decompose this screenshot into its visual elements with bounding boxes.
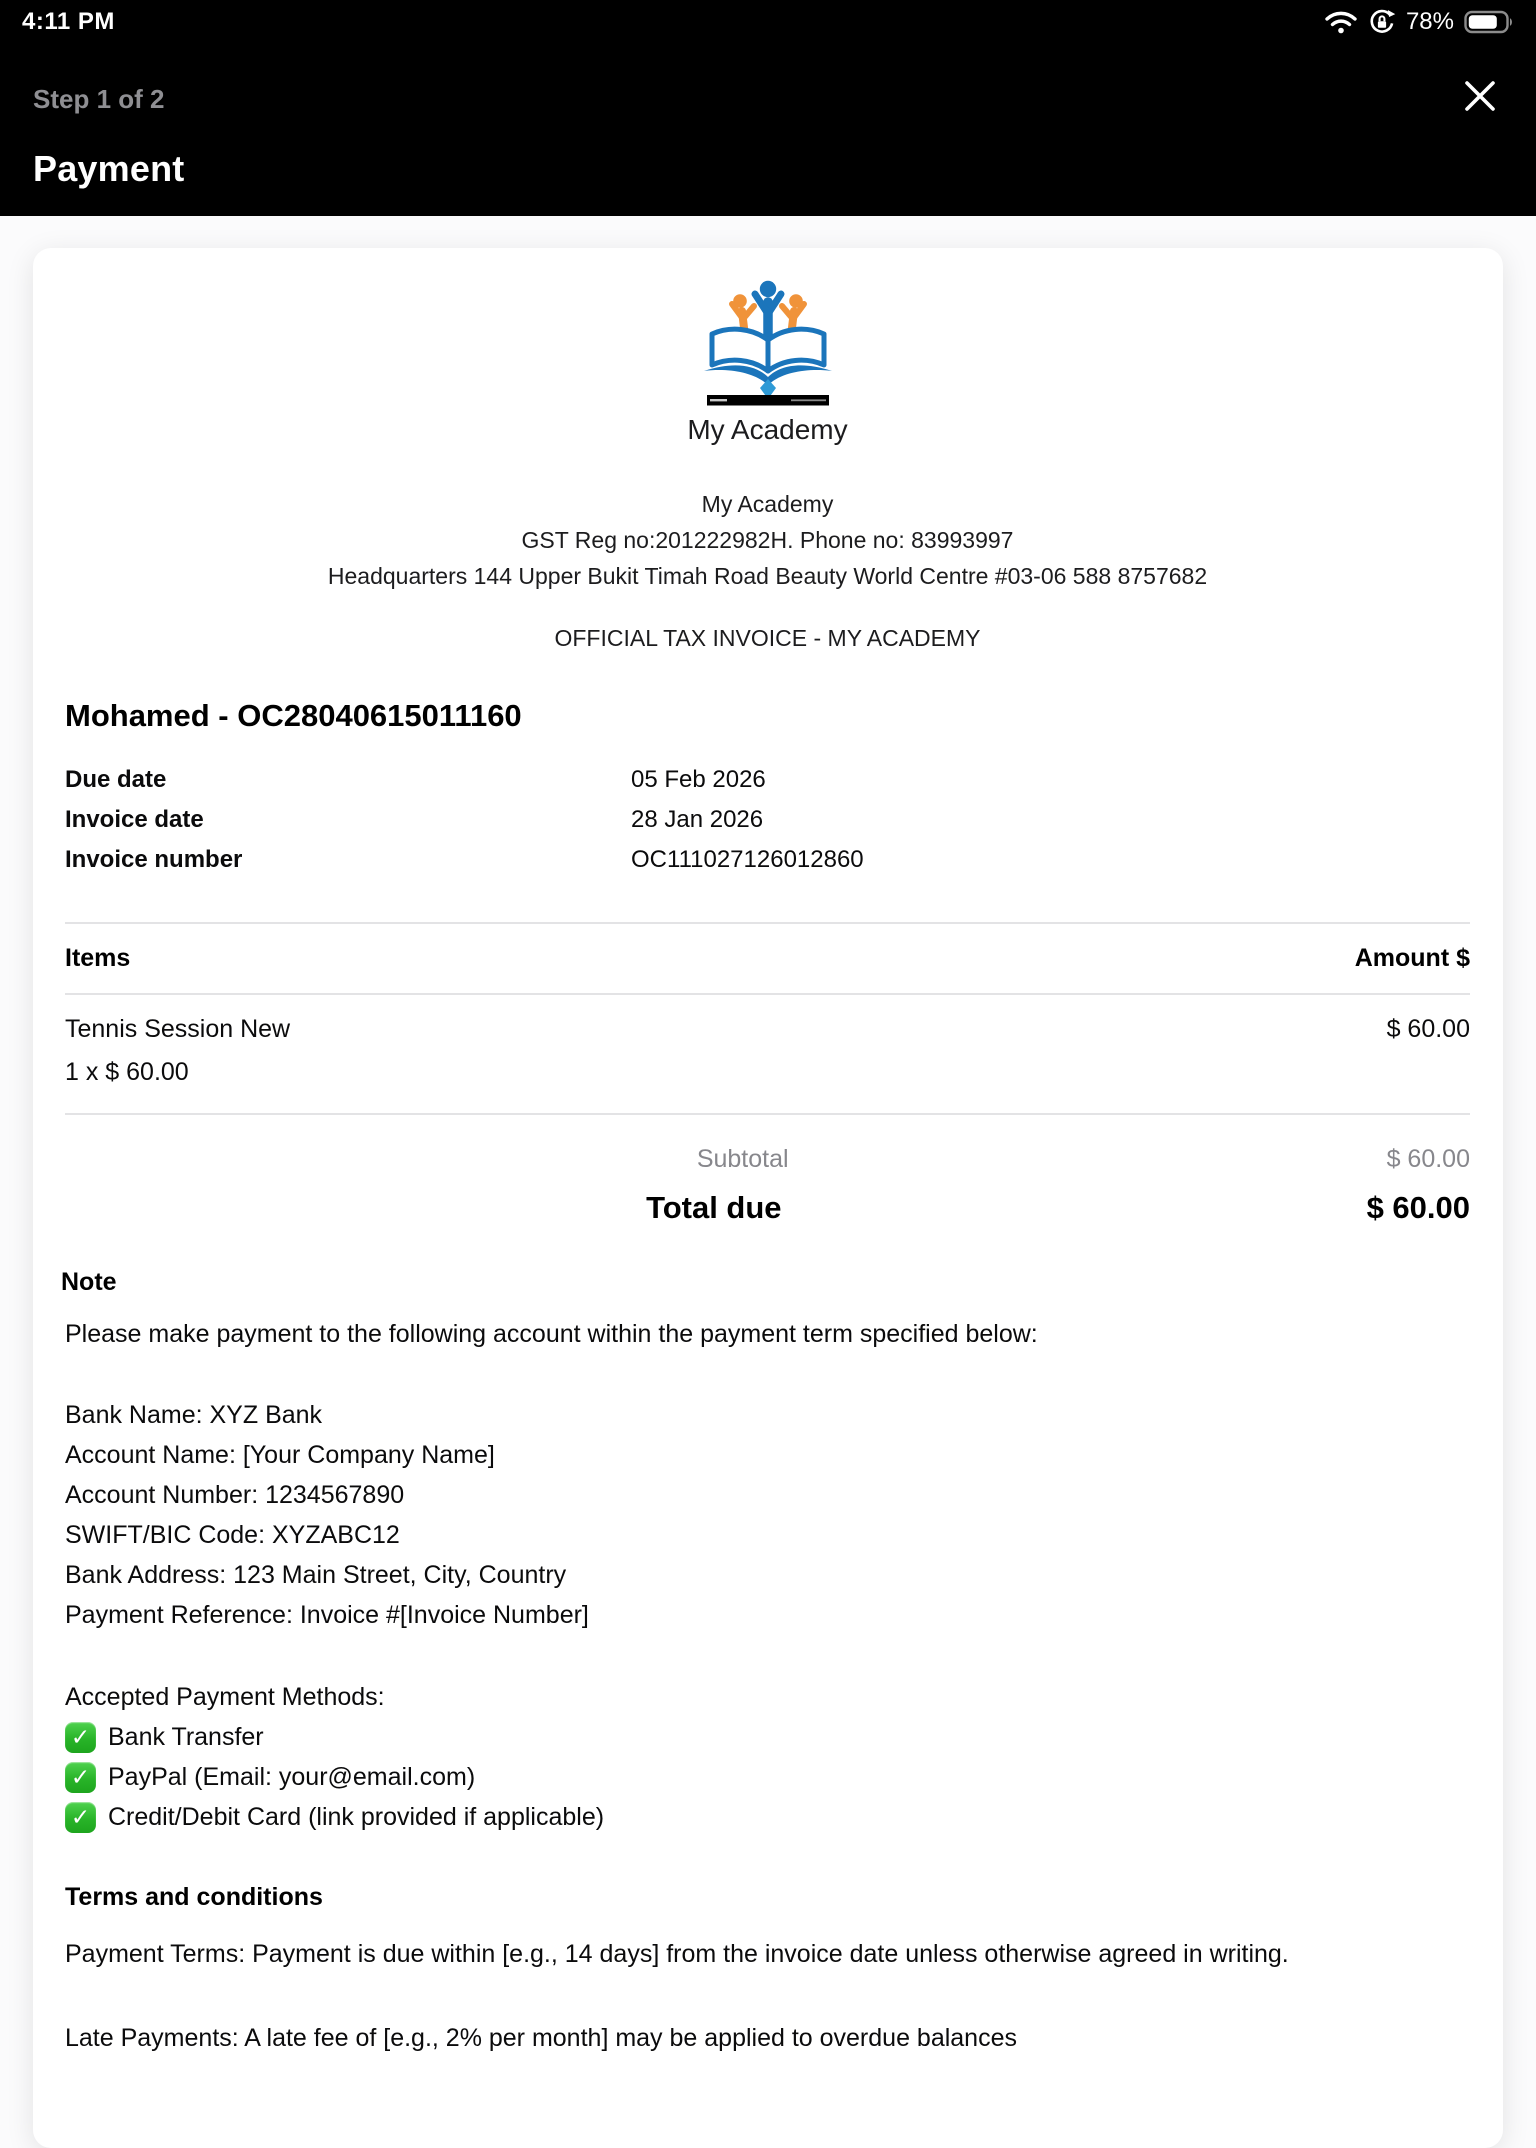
payment-method-label: Credit/Debit Card (link provided if applicable) xyxy=(108,1802,605,1831)
status-time: 4:11 PM xyxy=(22,8,115,35)
status-bar xyxy=(0,0,1536,44)
list-item xyxy=(65,1717,1470,1757)
close-button[interactable] xyxy=(1454,70,1506,122)
subtotal-label: Subtotal xyxy=(696,1145,789,1173)
list-item xyxy=(65,1797,1470,1837)
step-indicator: Step 1 of 2 xyxy=(33,84,165,114)
orientation-lock-icon xyxy=(1368,8,1396,36)
payment-methods xyxy=(65,1677,1470,1837)
late-payments-paragraph: Late Payments: A late fee of [e.g., 2% per month] may be applied to overdue balances xyxy=(65,2024,1017,2052)
status-icons xyxy=(1324,8,1514,36)
invoice-card xyxy=(33,248,1503,2148)
item-amount: $ 60.00 xyxy=(1386,1015,1470,1043)
detail-label: Due date xyxy=(65,766,167,793)
note-heading: Note xyxy=(61,1268,117,1296)
bank-details xyxy=(65,1395,1470,1635)
item-quantity-line: 1 x $ 60.00 xyxy=(65,1058,189,1086)
item-name: Tennis Session New xyxy=(65,1015,291,1043)
company-name: My Academy xyxy=(701,491,834,517)
items-table-header xyxy=(65,924,1470,993)
document-title: OFFICIAL TAX INVOICE - MY ACADEMY xyxy=(554,625,981,651)
subtotal-row xyxy=(65,1145,1470,1174)
divider xyxy=(65,1113,1470,1115)
detail-value: 28 Jan 2026 xyxy=(631,806,764,833)
my-academy-logo xyxy=(698,278,838,406)
payment-terms-paragraph: Payment Terms: Payment is due within [e.g., 14 days] from the invoice date unless otherwise agreed in writing. xyxy=(65,1940,1289,1968)
payment-reference-line: Payment Reference: Invoice #[Invoice Number] xyxy=(65,1601,589,1629)
bank-name-line: Bank Name: XYZ Bank xyxy=(65,1401,323,1429)
detail-value: OC111027126012860 xyxy=(631,846,864,873)
payment-methods-heading: Accepted Payment Methods: xyxy=(65,1683,385,1711)
top-header-region xyxy=(0,0,1536,216)
amount-column-header: Amount $ xyxy=(1354,944,1470,972)
subtotal-value: $ 60.00 xyxy=(1386,1145,1470,1173)
customer-heading: Mohamed - OC28040615011160 xyxy=(65,698,522,733)
terms-heading: Terms and conditions xyxy=(65,1883,323,1911)
detail-label: Invoice date xyxy=(65,806,204,833)
payment-method-label: Bank Transfer xyxy=(108,1722,264,1751)
green-check-icon: ✓ xyxy=(65,1802,96,1833)
total-due-row xyxy=(65,1190,1470,1226)
note-intro: Please make payment to the following account within the payment term specified below: xyxy=(65,1320,1038,1348)
battery-percent-label: 78% xyxy=(1405,8,1454,35)
total-due-value: $ 60.00 xyxy=(1366,1190,1470,1225)
table-row xyxy=(65,995,1470,1113)
logo-block xyxy=(65,278,1470,446)
list-item xyxy=(65,1757,1470,1797)
total-due-label: Total due xyxy=(646,1190,782,1225)
close-icon xyxy=(1461,77,1499,115)
account-name-line: Account Name: [Your Company Name] xyxy=(65,1441,495,1469)
detail-row-invoice-date xyxy=(65,800,1470,840)
green-check-icon: ✓ xyxy=(65,1762,96,1793)
swift-code-line: SWIFT/BIC Code: XYZABC12 xyxy=(65,1521,400,1549)
detail-row-invoice-number xyxy=(65,840,1470,880)
detail-value: 05 Feb 2026 xyxy=(631,766,766,793)
bank-address-line: Bank Address: 123 Main Street, City, Country xyxy=(65,1561,567,1589)
page-title: Payment xyxy=(33,148,185,189)
company-address-line: Headquarters 144 Upper Bukit Timah Road Beauty World Centre #03-06 588 8757682 xyxy=(327,563,1208,589)
items-column-header: Items xyxy=(65,944,131,972)
company-gst-line: GST Reg no:201222982H. Phone no: 83993997 xyxy=(521,527,1014,553)
payment-method-label: PayPal (Email: your@email.com) xyxy=(108,1762,476,1791)
invoice-details xyxy=(65,760,1470,880)
green-check-icon: ✓ xyxy=(65,1722,96,1753)
wifi-icon xyxy=(1324,9,1358,35)
detail-label: Invoice number xyxy=(65,846,243,873)
account-number-line: Account Number: 1234567890 xyxy=(65,1481,405,1509)
logo-caption: My Academy xyxy=(687,414,848,445)
company-info xyxy=(65,486,1470,594)
detail-row-due-date xyxy=(65,760,1470,800)
battery-icon xyxy=(1464,10,1514,34)
